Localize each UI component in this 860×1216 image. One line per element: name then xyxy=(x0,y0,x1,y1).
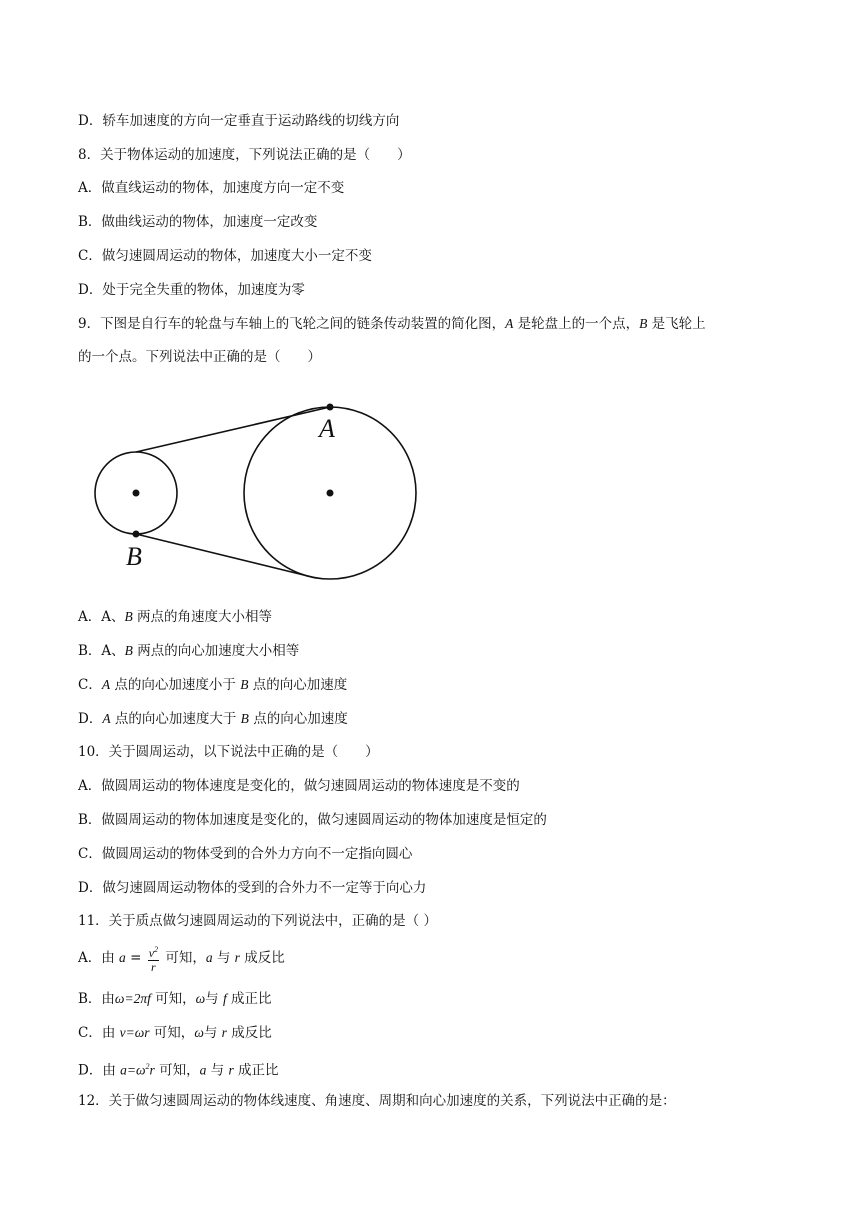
q10-option-a: A．做圆周运动的物体速度是变化的，做匀速圆周运动的物体速度是不变的 xyxy=(78,778,520,794)
q12-stem: 12．关于做匀速圆周运动的物体线速度、角速度、周期和向心加速度的关系，下列说法中正确的是： xyxy=(78,1093,676,1109)
q9-option-a: A．A、B 两点的角速度大小相等 xyxy=(78,609,273,625)
q8-stem: 8．关于物体运动的加速度，下列说法正确的是（ ） xyxy=(78,147,411,163)
fraction-v2-over-r: $\frac{v^2}{r}$ xyxy=(148,945,159,974)
q10-option-b: B．做圆周运动的物体加速度是变化的，做匀速圆周运动的物体加速度是恒定的 xyxy=(78,812,547,828)
q9-option-b: B．A、B 两点的向心加速度大小相等 xyxy=(78,643,300,659)
chain-bottom-segment xyxy=(136,534,316,578)
q9-stem-line-2: 的一个点。下列说法中正确的是（ ） xyxy=(78,349,321,365)
q7-option-d: D．轿车加速度的方向一定垂直于运动路线的切线方向 xyxy=(78,113,400,129)
q10-option-d: D．做匀速圆周运动物体的受到的合外力不一定等于向心力 xyxy=(78,880,427,896)
q11-option-a: A．由 a = $\frac{v^2}{r}$ 可知，a 与 r 成反比 xyxy=(78,945,285,974)
q11-stem: 11．关于质点做匀速圆周运动的下列说法中，正确的是（ ） xyxy=(78,913,437,929)
q10-option-c: C．做圆周运动的物体受到的合外力方向不一定指向圆心 xyxy=(78,846,413,862)
q8-option-a: A．做直线运动的物体，加速度方向一定不变 xyxy=(78,180,345,196)
chain-drive-diagram xyxy=(80,395,440,580)
point-b-label: B xyxy=(126,542,142,571)
flywheel-center-dot xyxy=(133,490,140,497)
chain-top-segment xyxy=(136,407,330,452)
q8-option-d: D．处于完全失重的物体，加速度为零 xyxy=(78,282,305,298)
q11-option-b: B．由ω=2πf 可知，ω与 f 成正比 xyxy=(78,991,272,1007)
point-b-dot xyxy=(133,531,140,538)
q11-option-d: D．由 $a=\omega^2r$ 可知，a 与 r 成正比 xyxy=(78,1062,279,1079)
q10-stem: 10．关于圆周运动，以下说法中正确的是（ ） xyxy=(78,744,379,760)
q8-option-b: B．做曲线运动的物体，加速度一定改变 xyxy=(78,214,318,230)
q8-option-c: C．做匀速圆周运动的物体，加速度大小一定不变 xyxy=(78,248,372,264)
q9-option-d: D．A 点的向心加速度大于 B 点的向心加速度 xyxy=(78,711,348,727)
q9-option-c: C．A 点的向心加速度小于 B 点的向心加速度 xyxy=(78,677,348,693)
chainwheel-center-dot xyxy=(327,490,334,497)
q11-option-c: C．由 v=ωr 可知，ω与 r 成反比 xyxy=(78,1025,272,1041)
point-a-dot xyxy=(327,404,334,411)
point-a-label: A xyxy=(319,414,335,443)
q9-stem-line-1: 9．下图是自行车的轮盘与车轴上的飞轮之间的链条传动装置的简化图，A 是轮盘上的一个点，B 是飞轮上 xyxy=(78,316,706,332)
